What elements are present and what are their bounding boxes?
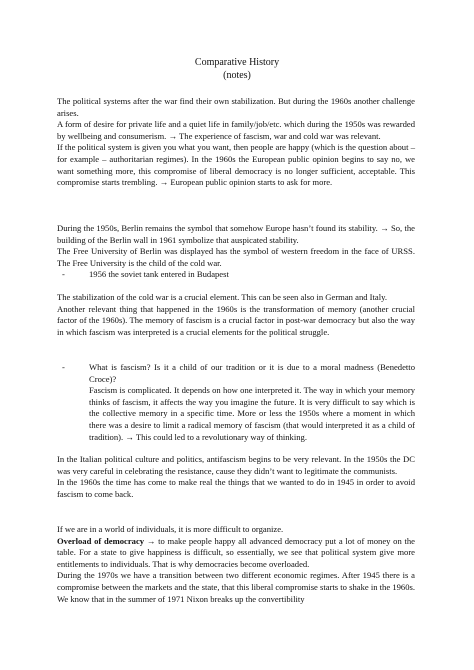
paragraph-text: → to make people happy all advanced democracy put a lot of money on the table. For a state to give happiness is difficult, so essentially, we see that political system give more entitlements to individuals. That is why democracies become overloaded.: [57, 535, 415, 569]
paragraph: In the 1960s the time has come to make real the things that we wanted to do in 1945 in order to avoid fascism to come back.: [57, 477, 415, 499]
paragraph: A form of desire for private life and a quiet life in family/job/etc. which during the 1950s was rewarded by wellbeing and consumerism. → The experience of fascism, war and cold war was relevant.: [57, 119, 415, 141]
section-memory: [57, 292, 415, 338]
list-item-question: What is fascism? Is it a child of our tradition or it is due to a moral madness (Benedetto Croce)?: [89, 362, 415, 384]
bullet-dash: -: [62, 362, 65, 372]
list-item: [62, 362, 415, 443]
paragraph: The stabilization of the cold war is a crucial element. This can be seen also in German and Italy.: [57, 292, 388, 302]
section-overload: [57, 524, 415, 605]
section-berlin: [57, 223, 415, 269]
document-title: Comparative History: [194, 57, 280, 68]
paragraph: The political systems after the war find their own stabilization. But during the 1960s another challenge arises.: [57, 96, 415, 118]
paragraph: In the Italian political culture and politics, antifascism begins to be very relevant. In the 1950s the DC was very careful in celebrating the resistance, cause they didn’t want to legitimate the communists.: [57, 454, 415, 476]
bullet-dash: -: [62, 269, 65, 279]
paragraph: During the 1970s we have a transition between two different economic regimes. After 1945 there is a compromise between the markets and the state, that this liberal compromise starts to shake in the 1960s. We know that in the summer of 1971 Nixon breaks up the convertibility: [57, 570, 415, 604]
bold-term: Overload of democracy: [57, 535, 145, 546]
list-item-text: 1956 the soviet tank entered in Budapest: [89, 269, 229, 279]
paragraph: Another relevant thing that happened in the 1960s is the transformation of memory (another crucial factor of the 1960s). The memory of fascism is a crucial factor in post-war democracy but also the way in which fascism was interpreted is a crucial elements for the political struggle.: [57, 303, 415, 337]
paragraph: If we are in a world of individuals, it is more difficult to organize.: [57, 524, 284, 534]
list-item: [62, 269, 415, 281]
section-stabilization: [57, 96, 415, 189]
list-item-answer: Fascism is complicated. It depends on how one interpreted it. The way in which your memory thinks of fascism, it affects the way you imagine the future. It is very difficult to say which is the collective memory in a specific time. More or less the 1950s where a moment in which there was a desire to limit a radical memory of fascism (that would interpreted it as a child of tradition). → This could led to a revolutionary way of thinking.: [89, 385, 415, 442]
paragraph: If the political system is given you what you want, then people are happy (which is the question about – for example – authoritarian regimes). In the 1960s the European public opinion begins to say no, we want something more, this compromise of liberal democracy is no longer sufficient, acceptable. This compromise starts trembling. → European public opinion starts to ask for more.: [57, 142, 415, 188]
section-italy: [57, 454, 415, 500]
paragraph: [57, 536, 415, 571]
paragraph: During the 1950s, Berlin remains the symbol that somehow Europe hasn’t found its stability. → So, the building of the Berlin wall in 1961 symbolize that auspicated stability.: [57, 223, 415, 245]
paragraph: The Free University of Berlin was displayed has the symbol of western freedom in the face of URSS. The Free University is the child of the cold war.: [57, 246, 415, 268]
document-subtitle: (notes): [223, 70, 251, 81]
